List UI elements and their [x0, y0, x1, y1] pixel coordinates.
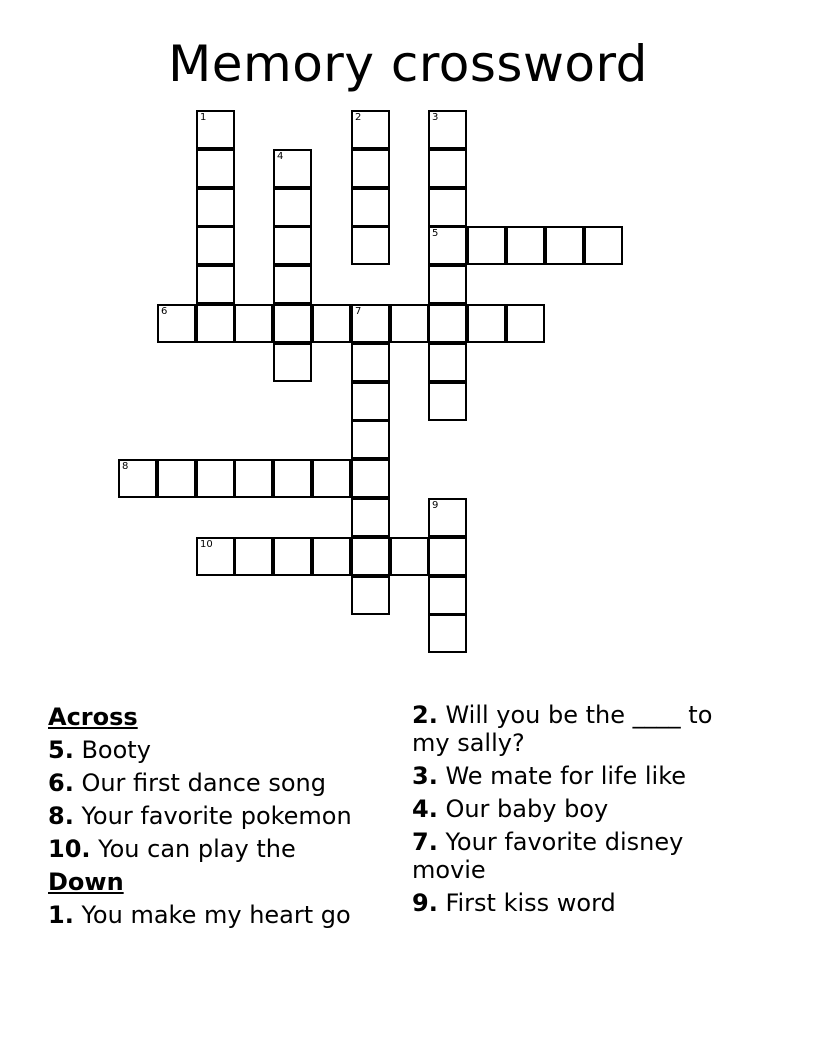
clue-number: 8.	[48, 802, 74, 830]
grid-clue-number: 4	[277, 151, 284, 162]
grid-cell	[506, 304, 545, 343]
grid-cell	[312, 459, 351, 498]
grid-cell	[196, 265, 235, 304]
grid-cell	[196, 149, 235, 188]
grid-cell	[351, 498, 390, 537]
grid-cell	[273, 265, 312, 304]
grid-cell	[273, 537, 312, 576]
grid-cell	[273, 304, 312, 343]
clue-across-10	[48, 833, 393, 866]
clue-text: Will you be the ____ to my sally?	[412, 701, 713, 757]
down-heading: Down	[48, 868, 124, 896]
grid-cell	[196, 304, 235, 343]
grid-cell	[428, 149, 467, 188]
grid-clue-number: 5	[432, 228, 439, 239]
grid-cell	[312, 304, 351, 343]
clue-text: First kiss word	[437, 889, 616, 917]
clue-down-2	[412, 701, 742, 757]
clue-text: Our first dance song	[73, 769, 326, 797]
clue-down-3	[412, 762, 742, 790]
grid-cell	[390, 537, 429, 576]
grid-cell	[273, 188, 312, 227]
grid-cell	[351, 459, 390, 498]
grid-cell	[428, 226, 467, 265]
grid-clue-number: 10	[200, 539, 213, 550]
grid-cell	[428, 343, 467, 382]
grid-cell	[196, 226, 235, 265]
grid-clue-number: 7	[355, 306, 362, 317]
grid-cell	[428, 537, 467, 576]
grid-cell	[428, 614, 467, 653]
grid-clue-number: 9	[432, 500, 439, 511]
grid-cell	[545, 226, 584, 265]
clue-text: We mate for life like	[437, 762, 687, 790]
grid-cell	[584, 226, 623, 265]
clue-number: 7.	[412, 828, 438, 856]
across-heading: Across	[48, 703, 138, 731]
clue-number: 5.	[48, 736, 74, 764]
grid-cell	[118, 459, 157, 498]
grid-clue-number: 2	[355, 112, 362, 123]
grid-cell	[351, 343, 390, 382]
grid-cell	[351, 226, 390, 265]
grid-cell	[273, 149, 312, 188]
clues-right-column	[412, 701, 742, 922]
clue-text: Your favorite pokemon	[73, 802, 352, 830]
grid-cell	[234, 459, 273, 498]
grid-cell	[428, 498, 467, 537]
clue-number: 10.	[48, 835, 91, 863]
grid-cell	[196, 188, 235, 227]
grid-cell	[157, 304, 196, 343]
clues-left-column	[48, 701, 393, 932]
grid-cell	[312, 537, 351, 576]
grid-cell	[234, 537, 273, 576]
clue-down-1	[48, 899, 393, 932]
clue-down-7	[412, 828, 742, 884]
grid-cell	[428, 576, 467, 615]
grid-cell	[428, 110, 467, 149]
grid-cell	[351, 537, 390, 576]
grid-cell	[351, 188, 390, 227]
clue-across-8	[48, 800, 393, 833]
clue-across-6	[48, 767, 393, 800]
grid-cell	[351, 110, 390, 149]
clue-text: You can play the	[90, 835, 296, 863]
grid-cell	[390, 304, 429, 343]
grid-cell	[196, 459, 235, 498]
grid-cell	[467, 304, 506, 343]
grid-cell	[157, 459, 196, 498]
grid-cell	[428, 265, 467, 304]
grid-cell	[351, 420, 390, 459]
grid-cell	[273, 459, 312, 498]
clue-down-9	[412, 889, 742, 917]
grid-cell	[428, 304, 467, 343]
grid-cell	[234, 304, 273, 343]
grid-clue-number: 1	[200, 112, 207, 123]
grid-cell	[273, 226, 312, 265]
grid-cell	[351, 149, 390, 188]
grid-clue-number: 6	[161, 306, 168, 317]
clue-number: 4.	[412, 795, 438, 823]
grid-cell	[428, 382, 467, 421]
clue-text: Your favorite disney movie	[412, 828, 684, 884]
grid-cell	[273, 343, 312, 382]
grid-cell	[351, 382, 390, 421]
grid-cell	[196, 537, 235, 576]
grid-cell	[506, 226, 545, 265]
grid-cell	[467, 226, 506, 265]
clue-across-5	[48, 734, 393, 767]
clue-text: You make my heart go	[73, 901, 351, 929]
clue-number: 3.	[412, 762, 438, 790]
clue-number: 2.	[412, 701, 438, 729]
grid-cell	[428, 188, 467, 227]
grid-clue-number: 8	[122, 461, 129, 472]
grid-cell	[351, 576, 390, 615]
clue-number: 6.	[48, 769, 74, 797]
grid-clue-number: 3	[432, 112, 439, 123]
clue-text: Our baby boy	[437, 795, 609, 823]
clue-number: 1.	[48, 901, 74, 929]
clue-number: 9.	[412, 889, 438, 917]
grid-cell	[196, 110, 235, 149]
page-title: Memory crossword	[168, 35, 648, 93]
clue-down-4	[412, 795, 742, 823]
grid-cell	[351, 304, 390, 343]
clue-text: Booty	[73, 736, 151, 764]
